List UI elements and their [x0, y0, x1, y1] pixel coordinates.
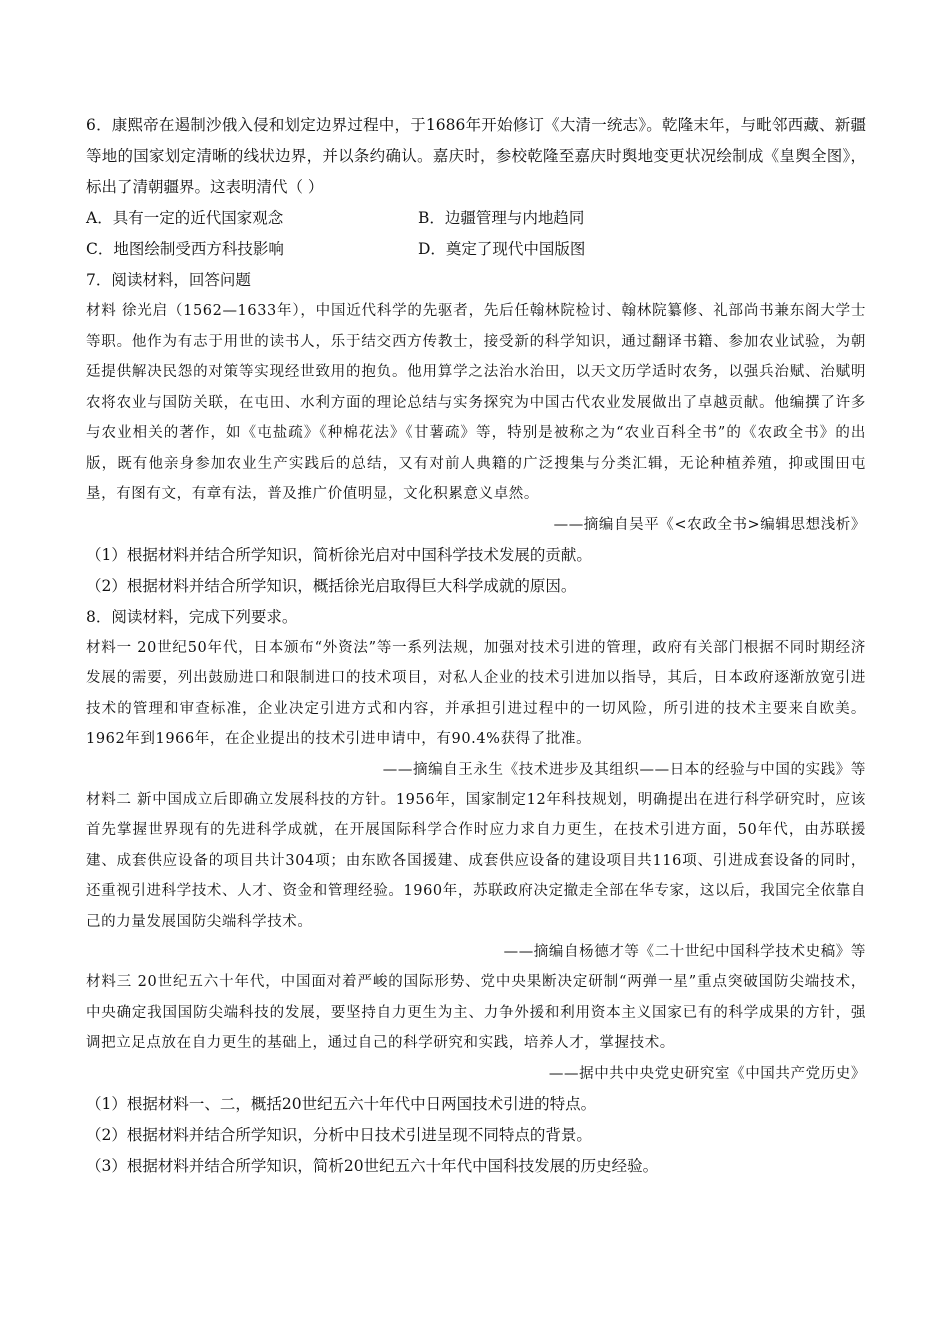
question-6-stem: 6．康熙帝在遏制沙俄入侵和划定边界过程中，于1686年开始修订《大清一统志》。乾隆末年，与毗邻西藏、新疆等地的国家划定清晰的线状边界，并以条约确认。嘉庆时，参校乾隆至嘉庆时舆地变更状况绘制成《皇舆全图》，标出了清朝疆界。这表明清代（ ）: [86, 116, 866, 196]
question-8-source-2: ——摘编自杨德才等《二十世纪中国科学技术史稿》等: [503, 944, 866, 960]
question-7: [86, 265, 866, 602]
option-d[interactable]: D．奠定了现代中国版图: [418, 240, 586, 258]
exam-page: [86, 110, 866, 1182]
question-8: [86, 602, 866, 1182]
question-8-source-1: ——摘编自王永生《技术进步及其组织——日本的经验与中国的实践》等: [382, 761, 866, 778]
question-8-material-1: 材料一 20世纪50年代，日本颁布“外资法”等一系列法规，加强对技术引进的管理，政府有关部门根据不同时期经济发展的需要，列出鼓励进口和限制进口的技术项目，对私人企业的技术引进加以指导，其后，日本政府逐渐放宽引进技术的管理和审查标准，企业决定引进方式和内容，并承担引进过程中的一切风险，所引进的技术主要来自欧美。1962年到1966年，在企业提出的技术引进申请中，有90.4%获得了批准。: [86, 639, 866, 747]
question-8-material-3: 材料三 20世纪五六十年代，中国面对着严峻的国际形势、党中央果断决定研制“两弹一星”重点突破国防尖端技术，中央确定我国国防尖端科技的发展，要坚持自力更生为主、力争外援和利用资本主义国家已有的科学成果的方针，强调把立足点放在自力更生的基础上，通过自己的科学研究和实践，培养人才，掌握技术。: [86, 974, 866, 1051]
question-7-sub-2: （2）根据材料并结合所学知识，概括徐光启取得巨大科学成就的原因。: [86, 576, 577, 595]
option-b[interactable]: B．边疆管理与内地趋同: [418, 209, 585, 227]
option-c[interactable]: C．地图绘制受西方科技影响: [86, 240, 284, 258]
question-8-sub-3: （3）根据材料并结合所学知识，简析20世纪五六十年代中国科技发展的历史经验。: [86, 1156, 659, 1175]
question-8-sub-2: （2）根据材料并结合所学知识，分析中日技术引进呈现不同特点的背景。: [86, 1125, 592, 1144]
option-a[interactable]: A．具有一定的近代国家观念: [86, 209, 284, 227]
question-6-options-row-1: [86, 203, 866, 234]
question-7-sub-1: （1）根据材料并结合所学知识，简析徐光启对中国科学技术发展的贡献。: [86, 545, 592, 564]
question-8-title: 8．阅读材料，完成下列要求。: [86, 607, 298, 626]
question-6-options-row-2: [86, 234, 866, 265]
question-7-source: ——摘编自吴平《<农政全书>编辑思想浅析》: [553, 516, 866, 533]
question-7-title: 7．阅读材料，回答问题: [86, 271, 251, 289]
question-8-source-3: ——据中共中央党史研究室《中国共产党历史》: [548, 1065, 866, 1082]
question-7-material: 材料 徐光启（1562—1633年），中国近代科学的先驱者，先后任翰林院检讨、翰林院纂修、礼部尚书兼东阁大学士等职。他作为有志于用世的读书人，乐于结交西方传教士，接受新的科学知识，通过翻译书籍、参加农业试验，为朝廷提供解决民怨的对策等实现经世致用的抱负。他用算学之法治水治田，以天文历学适时农务，以强兵治赋、治赋明农将农业与国防关联，在屯田、水利方面的理论总结与实务探究为中国古代农业发展做出了卓越贡献。他编撰了许多与农业相关的著作，如《屯盐疏》《种棉花法》《甘薯疏》等，特别是被称之为“农业百科全书”的《农政全书》的出版，既有他亲身参加农业生产实践后的总结，又有对前人典籍的广泛搜集与分类汇辑，无论种植养殖，抑或围田屯垦，有图有文，有章有法，普及推广价值明显，文化积累意义卓然。: [86, 303, 866, 502]
question-6: [86, 110, 866, 265]
question-8-sub-1: （1）根据材料一、二，概括20世纪五六十年代中日两国技术引进的特点。: [86, 1094, 597, 1113]
question-8-material-2: 材料二 新中国成立后即确立发展科技的方针。1956年，国家制定12年科技规划，明确提出在进行科学研究时，应该首先掌握世界现有的先进科学成就，在开展国际科学合作时应力求自力更生，在技术引进方面，50年代，由苏联援建、成套供应设备的项目共计304项；由东欧各国援建、成套供应设备的建设项目共116项、引进成套设备的同时，还重视引进科学技术、人才、资金和管理经验。1960年，苏联政府决定撤走全部在华专家，这以后，我国完全依靠自己的力量发展国防尖端科学技术。: [86, 791, 866, 930]
